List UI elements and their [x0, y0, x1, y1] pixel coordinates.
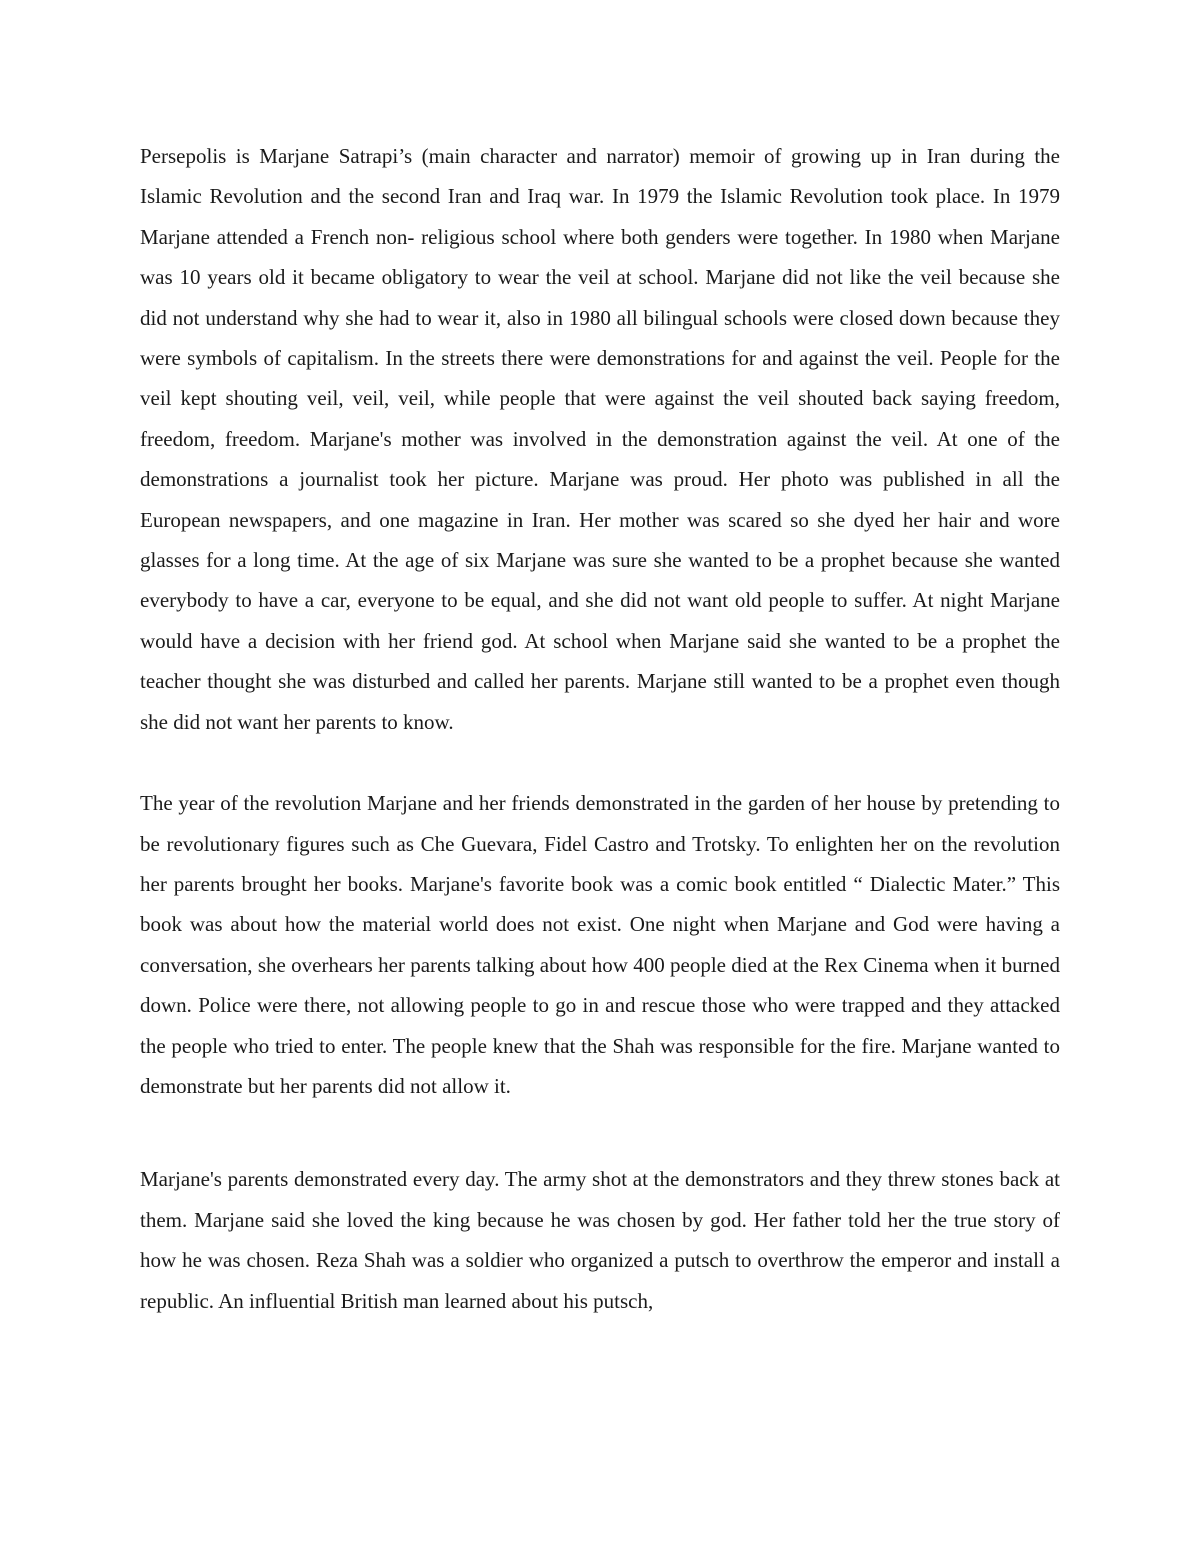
- document-body: [140, 136, 1060, 1321]
- paragraph-1: Persepolis is Marjane Satrapi’s (main character and narrator) memoir of growing up in Iran during the Islamic Revolution and the second Iran and Iraq war. In 1979 the Islamic Revolution took place. In 1979 Marjane attended a French non- religious school where both genders were together. In 1980 when Marjane was 10 years old it became obligatory to wear the veil at school. Marjane did not like the veil because she did not understand why she had to wear it, also in 1980 all bilingual schools were closed down because they were symbols of capitalism. In the streets there were demonstrations for and against the veil. People for the veil kept shouting veil, veil, veil, while people that were against the veil shouted back saying freedom, freedom, freedom. Marjane's mother was involved in the demonstration against the veil. At one of the demonstrations a journalist took her picture. Marjane was proud. Her photo was published in all the European newspapers, and one magazine in Iran. Her mother was scared so she dyed her hair and wore glasses for a long time. At the age of six Marjane was sure she wanted to be a prophet because she wanted everybody to have a car, everyone to be equal, and she did not want old people to suffer. At night Marjane would have a decision with her friend god. At school when Marjane said she wanted to be a prophet the teacher thought she was disturbed and called her parents. Marjane still wanted to be a prophet even though she did not want her parents to know.: [140, 144, 1060, 734]
- paragraph-spacer: [140, 742, 1060, 783]
- paragraph-spacer: [140, 1106, 1060, 1159]
- paragraph-2: The year of the revolution Marjane and her friends demonstrated in the garden of her house by pretending to be revolutionary figures such as Che Guevara, Fidel Castro and Trotsky. To enlighten her on the revolution her parents brought her books. Marjane's favorite book was a comic book entitled “ Dialectic Mater.” This book was about how the material world does not exist. One night when Marjane and God were having a conversation, she overhears her parents talking about how 400 people died at the Rex Cinema when it burned down. Police were there, not allowing people to go in and rescue those who were trapped and they attacked the people who tried to enter. The people knew that the Shah was responsible for the fire. Marjane wanted to demonstrate but her parents did not allow it.: [140, 791, 1060, 1098]
- paragraph-3: Marjane's parents demonstrated every day. The army shot at the demonstrators and they threw stones back at them. Marjane said she loved the king because he was chosen by god. Her father told her the true story of how he was chosen. Reza Shah was a soldier who organized a putsch to overthrow the emperor and install a republic. An influential British man learned about his putsch,: [140, 1167, 1060, 1313]
